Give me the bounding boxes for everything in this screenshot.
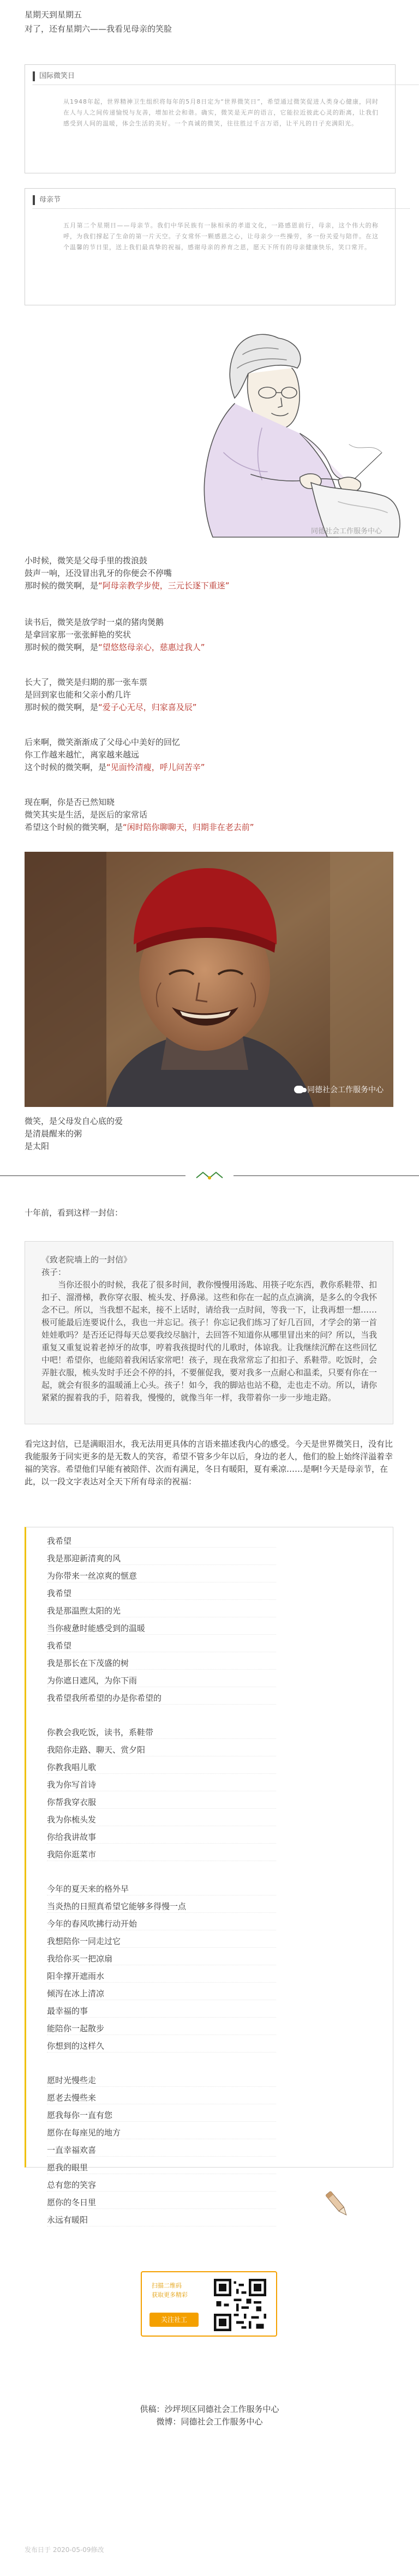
footer-line: 供稿：沙坪坝区同德社会工作服务中心 — [140, 2404, 279, 2414]
poem-line: 你帮我穿衣服 — [47, 1796, 276, 1809]
qr-follow-box[interactable] — [141, 2271, 277, 2337]
photo-image — [25, 852, 393, 1107]
edit-timestamp: 发布日于 2020-05-09修改 — [25, 2546, 104, 2554]
wechat-icon — [294, 1086, 304, 1093]
poem-line: 最幸福的事 — [47, 2005, 276, 2018]
poem-line: 今年的夏天来的格外早 — [47, 1883, 276, 1895]
info-card-smile-day — [25, 64, 396, 173]
poem-line: 你教会我吃饭，读书，系鞋带 — [47, 1726, 276, 1739]
photo-caption — [25, 1115, 123, 1153]
poem-line: 我希望 — [47, 1535, 276, 1548]
para-line: 微笑其实是生活，是医后的家常话 — [25, 810, 148, 820]
poem-line: 倾泻在冰上清凉 — [47, 1988, 276, 2000]
para-line: 小时候，微笑是父母手里的拨浪鼓 — [25, 556, 148, 565]
quote: “望悠悠母亲心，慈惠过我人” — [98, 642, 205, 652]
para-line: 希望这个时候的微笑啊，是“闲时陪你聊聊天，归期非在老去前” — [25, 822, 254, 832]
letter-title: 《致老院墙上的一封信》 — [41, 1255, 132, 1265]
info-card-mothers-day — [25, 188, 396, 305]
illustration-watermark: 同德社会工作服务中心 — [311, 527, 382, 535]
quote: “闲时陪你聊聊天，归期非在老去前” — [123, 822, 254, 832]
sewing-grandmother-illustration — [175, 316, 404, 540]
section2-intro: 十年前，看到这样一封信： — [25, 1208, 123, 1218]
stanza-gap — [47, 2057, 276, 2074]
poem-line: 阳伞撑开遮雨水 — [47, 1970, 276, 1983]
letter-box — [25, 1241, 393, 1424]
poem-line: 我想陪你一同走过它 — [47, 1935, 276, 1948]
card-body: 从1948年起，世界精神卫生组织将每年的5月8日定为“世界微笑日”，希望通过微笑促进人类身心健康，同时在人与人之间传递愉悦与友善，增加社会和谐。确实，微笑是无声的语言，它能拉近彼此心灵的距离，让我们感受到人间的温暖，体会生活的美好。一个真诚的微笑，往往胜过千言万语，让平凡的日子充满阳光。 — [63, 98, 379, 127]
para-line: 那时候的微笑啊，是“爱子心无尽，归家喜及辰” — [25, 702, 197, 712]
para-line: 现在啊，你是否已然知晓 — [25, 797, 115, 807]
poem-line: 我是那长在下茂盛的树 — [47, 1657, 276, 1670]
poem-line: 愿我的眼里 — [47, 2162, 276, 2174]
caption-line: 微笑，是父母发自心底的爱 — [25, 1116, 123, 1126]
qr-line: 扫描二维码 — [152, 2282, 182, 2289]
letter-body: 当你还很小的时候，我花了很多时间，教你慢慢用汤匙、用筷子吃东西，教你系鞋带、扣扣子、溜滑梯，教你穿衣服、梳头发、抒鼻涕。这些和你在一起的点点滴滴，是多么的令我怀念不已。所以，当我想不起来，接不上话时，请给我一点时间，等我一下，让我再想一想……极可能最后连要说什么，我也一并忘记。孩子！你忘记我们练习了好几百回，才学会的第一首娃娃歌吗？是否还记得每天总要我绞尽脑汁，去回答不知道你从哪里冒出来的问？所以，当我重复又重复说着老掉牙的故事，哼着我孩提时代的儿歌时，体谅我。让我继续沉醉在这些回忆中吧！希望你，也能陪着我闲话家常吧！孩子，现在我常常忘了扣扣子、系鞋带。吃饭时，会弄脏衣服，梳头发时手还会不停的抖，不要催促我，要对我多一点耐心和温柔，只要有你在一起，就会有很多的温暖涌上心头。孩子！如今，我的脚站也站不稳，走也走不动。所以，请你紧紧的握着我的手，陪着我，慢慢的，就像当年一样，我带着你一步一步地走路。 — [41, 1280, 378, 1403]
paragraph-later — [25, 736, 205, 774]
poem-lines — [47, 1535, 276, 2231]
qr-line: 获取更多精彩 — [152, 2291, 188, 2298]
pen-icon — [321, 2188, 354, 2220]
poem-line: 愿你的冬日里 — [47, 2196, 276, 2209]
poem-line: 我为你写首诗 — [47, 1779, 276, 1791]
poem-line: 我陪你走路、聊天、赏夕阳 — [47, 1744, 276, 1756]
paragraph-grown-up — [25, 676, 197, 714]
poem-box — [25, 1527, 393, 2225]
poem-line: 我希望 — [47, 1587, 276, 1600]
qr-text — [152, 2281, 188, 2300]
para-line: 那时候的微笑啊，是“阿母亲教学步使，三元长逐下重迷” — [25, 581, 230, 591]
poem-line: 能陪你一起散步 — [47, 2023, 276, 2035]
card-title: 国际微笑日 — [33, 71, 75, 81]
para-line: 读书后，微笑是放学时一桌的猪肉煲鹅 — [25, 617, 164, 627]
para-line: 长大了，微笑是归期的那一张车票 — [25, 677, 148, 687]
poem-line: 愿老去慢些来 — [47, 2092, 276, 2104]
footer-line: 微博：同德社会工作服务中心 — [156, 2417, 263, 2427]
para-line: 鼓声一响，还没冒出乳牙的你便会不停嘴 — [25, 568, 172, 578]
poem-line: 我陪你逛菜市 — [47, 1849, 276, 1861]
poem-line: 永远有暖阳 — [47, 2214, 276, 2226]
poem-line: 愿你在每座见的地方 — [47, 2127, 276, 2139]
poem-line: 你给我讲故事 — [47, 1831, 276, 1844]
para-line: 你工作越来越忙，离家越来越远 — [25, 750, 140, 760]
poem-line: 一直幸福欢喜 — [47, 2144, 276, 2157]
poem-line: 我给你买一把凉扇 — [47, 1953, 276, 1965]
paragraph-now — [25, 796, 254, 834]
para-line: 是拿回家那一张张鲜艳的奖状 — [25, 630, 131, 640]
poem-line: 我为你梳头发 — [47, 1814, 276, 1826]
caption-line: 是太阳 — [25, 1141, 50, 1151]
section2-text: 看完这封信，已是满眼泪水，我无法用更具体的言语来描述我内心的感受。今天是世界微笑日，没有比我能服务于同实更多的是无数人的笑容，希望不管多少年以后，身边的老人，他们的脸上始终洋溢着幸福的笑容。希望他们早能有被陪伴、次而有满足，冬日有暖阳，夏有乘凉……是啊!今天是母亲节，在此，以一段文字表达对全天下所有母亲的祝福： — [25, 1439, 393, 1486]
poem-line: 我是那迎新清爽的风 — [47, 1552, 276, 1565]
para-line: 后来啊，微笑渐渐成了父母心中美好的回忆 — [25, 737, 181, 747]
caption-line: 是清晨醒来的粥 — [25, 1129, 82, 1139]
intro-line-2: 对了，还有星期六——我看见母亲的笑脸 — [25, 24, 172, 34]
poem-line: 为你带来一丝凉爽的惬意 — [47, 1570, 276, 1582]
qr-code[interactable] — [214, 2279, 266, 2331]
follow-button[interactable]: 关注社工 — [149, 2313, 199, 2327]
poem-line: 当你疲惫时能感受到的温暖 — [47, 1622, 276, 1635]
para-line: 是回到家也能和父亲小酌几许 — [25, 690, 131, 700]
poem-line: 愿我每你一直有您 — [47, 2109, 276, 2122]
para-line: 这个时候的微笑啊，是“见面怜清瘦，呼儿问苦辛” — [25, 762, 205, 772]
quote: “见面怜清瘦，呼儿问苦辛” — [106, 762, 205, 772]
photo-watermark: 同德社会工作服务中心 — [294, 1084, 384, 1095]
poem-line: 今年的春风吹拂行动开始 — [47, 1918, 276, 1930]
footer-credits — [0, 2403, 419, 2428]
poem-line: 我希望 — [47, 1640, 276, 1652]
poem-line: 你想到的这样久 — [47, 2040, 276, 2053]
stanza-gap — [47, 1866, 276, 1883]
quote: “爱子心无尽，归家喜及辰” — [98, 702, 197, 712]
card-body: 五月第二个星期日——母亲节。我们中华民族有一脉相承的孝道文化，一路感恩前行，母亲，这个伟大的称呼，为我们撑起了生命的第一片天空。子女常怀一颗感恩之心，让母亲少一些操劳，多一份关爱与陪伴。在这个温馨的节日里，送上我们最真挚的祝福，感谢母亲的养育之恩，愿天下所有的母亲健康快乐，笑口常开。 — [63, 222, 379, 251]
letter-greeting: 孩子： — [41, 1267, 67, 1277]
smiling-grandmother-photo — [25, 852, 393, 1107]
poem-line: 为你遮日遮风，为你下雨 — [47, 1675, 276, 1687]
poem-line: 我希望我所希望的办是你希望的 — [47, 1692, 276, 1705]
paragraph-school — [25, 616, 205, 654]
intro-text — [25, 8, 172, 36]
poem-line: 愿时光慢些走 — [47, 2074, 276, 2087]
para-line: 那时候的微笑啊，是“望悠悠母亲心，慈惠过我人” — [25, 642, 205, 652]
card-title: 母亲节 — [33, 195, 61, 205]
poem-line: 我是那温煦太阳的光 — [47, 1605, 276, 1617]
intro-line-1: 星期天到星期五 — [25, 10, 82, 20]
paragraph-childhood — [25, 555, 230, 592]
stanza-gap — [47, 1710, 276, 1726]
section-divider — [0, 1170, 419, 1181]
poem-line: 你教我唱儿歌 — [47, 1761, 276, 1774]
poem-line: 总有您的笑容 — [47, 2179, 276, 2192]
quote: “阿母亲教学步使，三元长逐下重迷” — [98, 581, 230, 591]
poem-line: 当炎热的日照真希望它能够多得慢一点 — [47, 1900, 276, 1913]
